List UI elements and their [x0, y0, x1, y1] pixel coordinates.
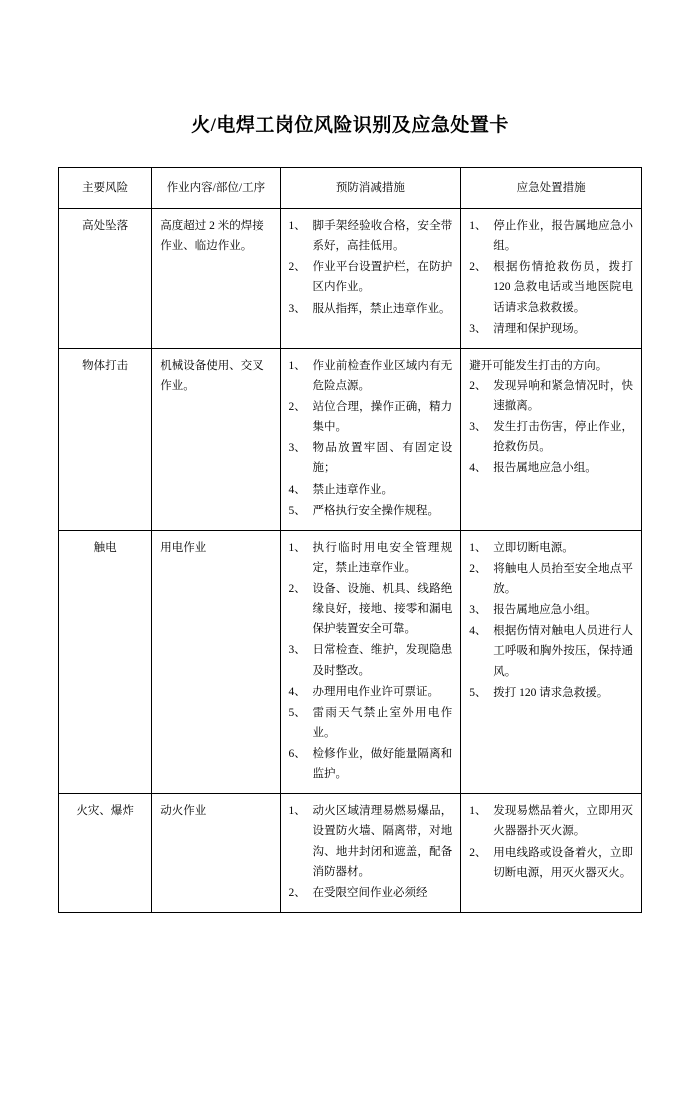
risk-name: 火灾、爆炸 [59, 794, 152, 913]
table-row [59, 348, 642, 530]
list-item: 1、 停止作业，报告属地应急小组。 [469, 220, 633, 253]
work-content: 机械设备使用、交叉作业。 [152, 348, 280, 530]
list-item: 1、 脚手架经验收合格，安全带系好，高挂低用。 [288, 220, 453, 253]
list-item: 1、 立即切断电源。 [469, 541, 574, 554]
list-item: 1、 作业前检查作业区域内有无危险点源。 [288, 359, 453, 392]
emergency-note: 避开可能发生打击的方向。 [469, 359, 608, 372]
document-page [0, 110, 700, 1100]
prevention-measures [280, 209, 461, 349]
list-item: 2、 作业平台设置护栏，在防护区内作业。 [288, 261, 453, 294]
list-item: 2、 根据伤情抢救伤员，拨打 120 急救电话或当地医院电话请求急救救援。 [469, 261, 633, 314]
list-item: 3、 物品放置牢固、有固定设施； [288, 442, 453, 475]
list-item: 2、 用电线路或设备着火，立即切断电源，用灭火器灭火。 [469, 846, 633, 879]
list-item: 6、 检修作业，做好能量隔离和监护。 [288, 748, 453, 781]
risk-name: 物体打击 [59, 348, 152, 530]
list-item: 5、 拨打 120 请求急救援。 [469, 686, 609, 699]
table-row [59, 209, 642, 349]
list-item: 3、 发生打击伤害，停止作业，抢救伤员。 [469, 421, 633, 454]
list-item: 4、 报告属地应急小组。 [469, 462, 597, 475]
list-item: 2、 设备、设施、机具、线路绝缘良好，接地、接零和漏电保护装置安全可靠。 [288, 583, 453, 636]
page-title: 火/电焊工岗位风险识别及应急处置卡 [191, 115, 509, 136]
list-item: 1、 动火区域清理易燃易爆品，设置防火墙、隔离带，对地沟、地井封闭和遮盖，配备消防器材。 [288, 805, 453, 878]
list-item: 2、 站位合理，操作正确，精力集中。 [288, 401, 453, 434]
risk-name: 高处坠落 [59, 209, 152, 349]
risk-name: 触电 [59, 530, 152, 794]
column-header-content: 作业内容/部位/工序 [152, 168, 280, 209]
table-header [59, 168, 642, 209]
column-header-emergency: 应急处置措施 [461, 168, 642, 209]
work-content: 动火作业 [152, 794, 280, 913]
table-row [59, 530, 642, 794]
table-header-row [59, 168, 642, 209]
table-body [59, 209, 642, 913]
table-row [59, 794, 642, 913]
list-item: 1、 执行临时用电安全管理规定，禁止违章作业。 [288, 541, 453, 574]
list-item: 3、 报告属地应急小组。 [469, 604, 597, 617]
list-item: 1、 发现易燃品着火，立即用灭火器器扑灭火源。 [469, 805, 633, 838]
column-header-risk: 主要风险 [59, 168, 152, 209]
emergency-measures [461, 348, 642, 530]
list-item: 3、 日常检查、维护，发现隐患及时整改。 [288, 644, 453, 677]
emergency-measures [461, 794, 642, 913]
list-item: 2、 在受限空间作业必须经 [288, 886, 428, 899]
prevention-measures [280, 530, 461, 794]
list-item: 4、 根据伤情对触电人员进行人工呼吸和胸外按压，保持通风。 [469, 625, 633, 678]
list-item: 4、 禁止违章作业。 [288, 483, 394, 496]
work-content: 高度超过 2 米的焊接作业、临边作业。 [152, 209, 280, 349]
list-item: 2、 将触电人员抬至安全地点平放。 [469, 562, 633, 595]
list-item: 5、 严格执行安全操作规程。 [288, 504, 440, 517]
work-content: 用电作业 [152, 530, 280, 794]
emergency-measures [461, 530, 642, 794]
prevention-measures [280, 348, 461, 530]
list-item: 3、 服从指挥，禁止违章作业。 [288, 302, 451, 315]
list-item: 4、 办理用电作业许可票证。 [288, 685, 440, 698]
emergency-measures [461, 209, 642, 349]
prevention-measures [280, 794, 461, 913]
column-header-prevention: 预防消减措施 [280, 168, 461, 209]
risk-identification-table [58, 167, 642, 913]
list-item: 5、 雷雨天气禁止室外用电作业。 [288, 706, 453, 739]
list-item: 2、 发现异响和紧急情况时，快速撤离。 [469, 379, 633, 412]
list-item: 3、 清理和保护现场。 [469, 322, 586, 335]
